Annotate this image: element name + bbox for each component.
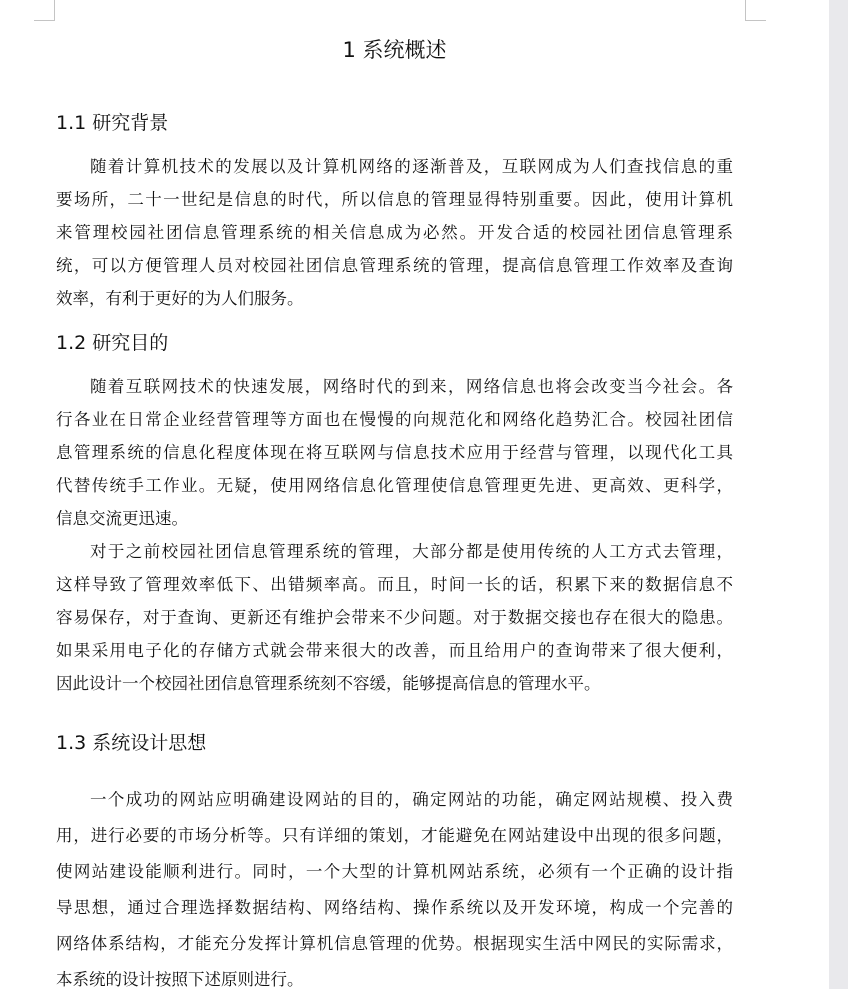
paragraph-line: 网络体系结构，才能充分发挥计算机信息管理的优势。根据现实生活中网民的实际需求，: [56, 934, 733, 953]
page-corner-mark-right: [745, 0, 766, 21]
section-heading-1-3: 1.3 系统设计思想: [56, 732, 207, 754]
paragraph-line: 用，进行必要的市场分析等。只有详细的策划，才能避免在网站建设中出现的很多问题，: [56, 826, 733, 845]
paragraph-line: 导思想，通过合理选择数据结构、网络结构、操作系统以及开发环境，构成一个完善的: [56, 898, 733, 917]
scrollbar-track[interactable]: [829, 0, 848, 989]
paragraph-line: 使网站建设能顺利进行。同时，一个大型的计算机网站系统，必须有一个正确的设计指: [56, 862, 733, 881]
paragraph-line: 统，可以方便管理人员对校园社团信息管理系统的管理，提高信息管理工作效率及查询: [56, 256, 733, 275]
paragraph-line: 因此设计一个校园社团信息管理系统刻不容缓，能够提高信息的管理水平。: [56, 674, 601, 693]
paragraph-line: 一个成功的网站应明确建设网站的目的，确定网站的功能，确定网站规模、投入费: [90, 790, 733, 809]
chapter-title: 1 系统概述: [342, 38, 447, 62]
paragraph: [56, 150, 733, 315]
paragraph: [56, 370, 733, 535]
section-heading-1-1: 1.1 研究背景: [56, 112, 169, 134]
paragraph: [56, 535, 733, 700]
paragraph: [56, 782, 733, 998]
paragraph-line: 来管理校园社团信息管理系统的相关信息成为必然。开发合适的校园社团信息管理系: [56, 223, 733, 242]
paragraph-line: 要场所，二十一世纪是信息的时代，所以信息的管理显得特别重要。因此，使用计算机: [56, 190, 733, 209]
paragraph-line: 容易保存，对于查询、更新还有维护会带来不少问题。对于数据交接也存在很大的隐患。: [56, 608, 733, 627]
paragraph-line: 本系统的设计按照下述原则进行。: [56, 970, 304, 989]
paragraph-line: 随着互联网技术的快速发展，网络时代的到来，网络信息也将会改变当今社会。各: [90, 377, 733, 396]
paragraph-line: 息管理系统的信息化程度体现在将互联网与信息技术应用于经营与管理，以现代化工具: [56, 443, 733, 462]
paragraph-line: 如果采用电子化的存储方式就会带来很大的改善，而且给用户的查询带来了很大便利，: [56, 641, 733, 660]
paragraph-line: 代替传统手工作业。无疑，使用网络信息化管理使信息管理更先进、更高效、更科学，: [56, 476, 733, 495]
paragraph-line: 信息交流更迅速。: [56, 509, 188, 528]
page-corner-mark-left: [34, 0, 55, 21]
paragraph-line: 行各业在日常企业经营管理等方面也在慢慢的向规范化和网络化趋势汇合。校园社团信: [56, 410, 733, 429]
paragraph-line: 这样导致了管理效率低下、出错频率高。而且，时间一长的话，积累下来的数据信息不: [56, 575, 733, 594]
section-heading-1-2: 1.2 研究目的: [56, 332, 169, 354]
paragraph-line: 随着计算机技术的发展以及计算机网络的逐渐普及，互联网成为人们查找信息的重: [90, 157, 733, 176]
paragraph-line: 对于之前校园社团信息管理系统的管理，大部分都是使用传统的人工方式去管理，: [90, 542, 733, 561]
paragraph-line: 效率，有利于更好的为人们服务。: [56, 289, 304, 308]
